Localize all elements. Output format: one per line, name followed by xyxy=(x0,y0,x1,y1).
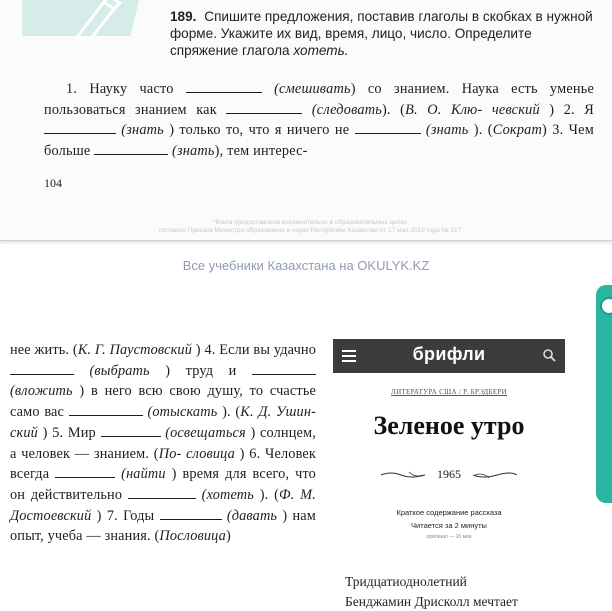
search-icon[interactable] xyxy=(542,348,556,362)
story-line: Бенджамин Дрисколл мечтает xyxy=(345,594,518,609)
verb-hint: (знать xyxy=(425,122,469,138)
text-fragment: солнцем, а человек — знанием. ( xyxy=(10,424,316,462)
text-fragment: ). xyxy=(259,486,269,503)
text-fragment: действительно xyxy=(30,486,123,503)
text-fragment: нее жить. ( xyxy=(10,342,78,358)
answer-blank xyxy=(355,121,421,134)
text-fragment: ) xyxy=(195,342,201,358)
app-bar xyxy=(333,339,565,373)
answer-blank xyxy=(186,80,262,93)
watermark-link[interactable]: Все учебники Казахстана на OKULYK.KZ xyxy=(182,258,430,273)
answer-blank xyxy=(160,507,222,520)
text-fragment: ). ( xyxy=(381,101,406,118)
task-verb: хотеть. xyxy=(293,43,349,58)
flourish-right-icon xyxy=(471,470,519,480)
text-fragment: ) 2. Я xyxy=(549,101,595,118)
book-title: Зеленое утро xyxy=(373,411,525,440)
text-fragment: ) xyxy=(225,528,231,545)
text-fragment: ), тем интерес- xyxy=(214,142,308,159)
answer-blank xyxy=(69,403,143,416)
text-fragment: всю свою душу, то счастье само вас xyxy=(10,383,316,421)
author: чевский xyxy=(491,101,540,118)
text-fragment: труд и xyxy=(185,362,237,379)
verb-hint: (давать xyxy=(226,507,278,524)
read-time: Читается за 2 минуты xyxy=(411,521,487,530)
summary-label: Краткое содержание рассказа xyxy=(396,508,502,517)
footnote-line: *Книга предоставлена исключительно в образовательных целях xyxy=(212,219,408,226)
verb-hint: (хотеть xyxy=(201,486,254,503)
author: В. О. Клю- xyxy=(405,101,483,118)
original-read-time[interactable]: оригинал — 10 мин xyxy=(426,534,472,540)
text-fragment: ) нам опыт, учеба — знания. xyxy=(10,507,316,545)
author: Пословица xyxy=(159,528,226,545)
task-number: 189. xyxy=(170,9,197,24)
text-fragment: ) xyxy=(165,362,171,379)
author: ский xyxy=(10,424,38,441)
footnote-line: согласно Приказа Министра образования и науки Республики Казахстан от 17 мая 2019 года № 217 xyxy=(158,227,462,234)
text-fragment: ) только то, что я ничего не xyxy=(169,122,350,138)
author: словица xyxy=(186,445,235,462)
text-fragment: ) со знанием. Наука есть xyxy=(350,81,538,97)
side-panel-edge[interactable] xyxy=(596,285,612,503)
breadcrumb[interactable]: ЛИТЕРАТУРА США / Р. БРЭДБЕРИ xyxy=(391,388,507,396)
text-fragment: уменье пользоваться знанием как xyxy=(44,81,594,118)
author: К. Г. Паустовский xyxy=(77,342,193,358)
answer-blank xyxy=(44,121,116,134)
verb-hint: (смешивать xyxy=(274,81,351,97)
answer-blank xyxy=(55,465,115,478)
verb-hint: (знать xyxy=(121,122,164,138)
answer-blank xyxy=(252,362,316,375)
text-fragment: ( xyxy=(154,528,160,545)
page-number: 104 xyxy=(44,176,62,190)
verb-hint: (следовать xyxy=(311,101,382,118)
text-fragment: ) время для всего, что он xyxy=(10,466,316,503)
answer-blank xyxy=(94,142,168,155)
publication-year: 1965 xyxy=(437,467,461,481)
verb-hint: (выбрать xyxy=(89,362,150,379)
text-fragment: ). ( xyxy=(222,404,241,421)
answer-blank xyxy=(128,486,196,499)
verb-hint: (вложить xyxy=(10,383,73,400)
verb-hint: (найти xyxy=(121,466,166,483)
pencil-icon xyxy=(64,0,124,42)
briefly-app-screenshot xyxy=(333,339,565,611)
verb-hint: (знать xyxy=(172,142,215,159)
text-fragment: ) 3. Чем больше xyxy=(44,122,594,159)
author: По- xyxy=(158,445,182,462)
text-fragment: ). ( xyxy=(473,122,493,138)
text-fragment: ) 7. Годы xyxy=(96,507,155,524)
text-fragment: 1. Науку часто xyxy=(66,81,174,97)
story-line: Тридцатиоднолетний xyxy=(345,574,467,589)
year-row xyxy=(333,465,565,485)
text-fragment: ( xyxy=(274,486,280,503)
author: Сократ xyxy=(492,122,543,138)
task-header xyxy=(170,8,602,59)
task-instruction: Спишите предложения, поставив глаголы в скобках в нужной форме. Укажите их вид, время, лицо, число. Определите спряжение глагола xyxy=(170,9,593,58)
text-fragment: 4. Если вы удачно xyxy=(204,342,317,358)
side-panel-handle-icon[interactable] xyxy=(600,297,612,315)
text-fragment: ) 5. Мир xyxy=(42,424,96,441)
answer-blank xyxy=(226,101,302,114)
story-text xyxy=(345,572,560,611)
app-title[interactable]: брифли xyxy=(412,344,486,364)
text-fragment: ) 6. Человек всегда xyxy=(10,445,316,483)
text-fragment: ) в него xyxy=(79,383,132,400)
textbook-page-top xyxy=(0,0,612,241)
exercise-text-continued xyxy=(10,340,316,547)
verb-hint: (отыскать xyxy=(147,404,218,421)
answer-blank xyxy=(10,362,74,375)
verb-hint: (освещаться xyxy=(165,424,246,441)
footnote xyxy=(60,219,560,235)
text-fragment: ) xyxy=(250,424,256,441)
exercise-text xyxy=(44,79,594,161)
answer-blank xyxy=(101,424,161,437)
author: К. Д. Ушин- xyxy=(240,404,316,421)
author: Ф. М. Достоевский xyxy=(10,486,316,524)
